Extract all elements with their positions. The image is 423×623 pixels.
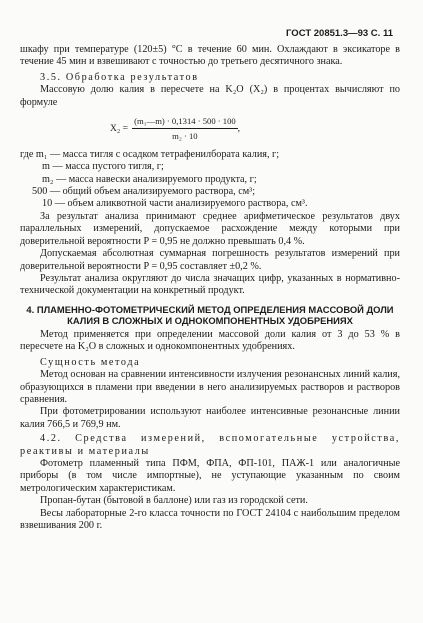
paragraph: Весы лабораторные 2-го класса точности по ГОСТ 24104 с наибольшим пределом взвешивания 200 г. bbox=[20, 507, 400, 531]
formula-numerator: (m₁—m) · 0,1314 · 500 · 100 bbox=[132, 115, 238, 129]
section-title-4-2: 4.2. Средства измерений, вспомогательные устройства, реактивы и материалы bbox=[20, 433, 400, 457]
section-title-3-5: 3.5. Обработка результатов bbox=[40, 71, 199, 83]
page-header: ГОСТ 20851.3—93 С. 11 bbox=[286, 28, 393, 39]
definition-item: m₂ — масса навески анализируемого продукта, г; bbox=[42, 173, 257, 185]
page-body bbox=[20, 44, 400, 532]
definition-item: где m₁ — масса тигля с осадком тетрафенилбората калия, г; bbox=[20, 148, 280, 160]
paragraph: При фотометрировании используют наиболее интенсивные резонансные линии калия 766,5 и 769,9 нм. bbox=[20, 406, 400, 430]
paragraph: Метод применяется при определении массовой доли калия от 3 до 53 % в пересчете на K₂O в сложных и однокомпонентных удобрениях. bbox=[20, 328, 400, 353]
section-heading-4: 4. ПЛАМЕННО-ФОТОМЕТРИЧЕСКИЙ МЕТОД ОПРЕДЕЛЕНИЯ МАССОВОЙ ДОЛИ КАЛИЯ В СЛОЖНЫХ И ОДНОКОМПОНЕНТНЫХ УДОБРЕНИЯХ bbox=[26, 303, 394, 327]
formula-fraction bbox=[132, 115, 241, 143]
definition-item: 10 — объем аликвотной части анализируемого раствора, см³. bbox=[42, 198, 308, 210]
paragraph: Массовую долю калия в пересчете на K₂O (X₂) в процентах вычисляют по формуле bbox=[20, 84, 400, 108]
paragraph: Метод основан на сравнении интенсивности излучения резонансных линий калия, образующихся в пламени при введении в него анализируемых растворов и растворов сравнения. bbox=[20, 369, 400, 405]
formula-denominator: m₂ · 10 bbox=[172, 131, 198, 142]
paragraph: Результат анализа округляют до числа значащих цифр, указанных в нормативно-технической документации на конкретный продукт. bbox=[20, 272, 400, 297]
formula-definitions bbox=[20, 149, 400, 211]
paragraph: шкафу при температуре (120±5) °С в течение 60 мин. Охлаждают в эксикаторе в течение 45 мин и взвешивают с точностью до третьего десятичного знака. bbox=[20, 44, 400, 68]
paragraph: Допускаемая абсолютная суммарная погрешность результатов измерений при доверительной вероятности P = 0,95 составляет ±0,2 %. bbox=[20, 248, 400, 272]
formula bbox=[110, 115, 400, 143]
formula-end: , bbox=[237, 122, 241, 134]
paragraph: За результат анализа принимают среднее арифметическое результатов двух параллельных измерений, допускаемое расхождение между которыми при доверительной вероятности P = 0,95 не должно превышать 0,4 %. bbox=[20, 210, 400, 247]
definition-item: m — масса пустого тигля, г; bbox=[42, 161, 164, 173]
definition-item: 500 — общий объем анализируемого раствора, см³; bbox=[32, 186, 256, 198]
paragraph: Пропан-бутан (бытовой в баллоне) или газ из городской сети. bbox=[40, 495, 308, 507]
paragraph: Фотометр пламенный типа ПФМ, ФПА, ФП-101, ПАЖ-1 или аналогичные приборы (в том числе импортные), не уступающие указанным по своим метрологическим характеристикам. bbox=[20, 457, 400, 494]
formula-lhs: X₂ = bbox=[110, 122, 129, 134]
section-title-essence: Сущность метода bbox=[40, 356, 141, 368]
